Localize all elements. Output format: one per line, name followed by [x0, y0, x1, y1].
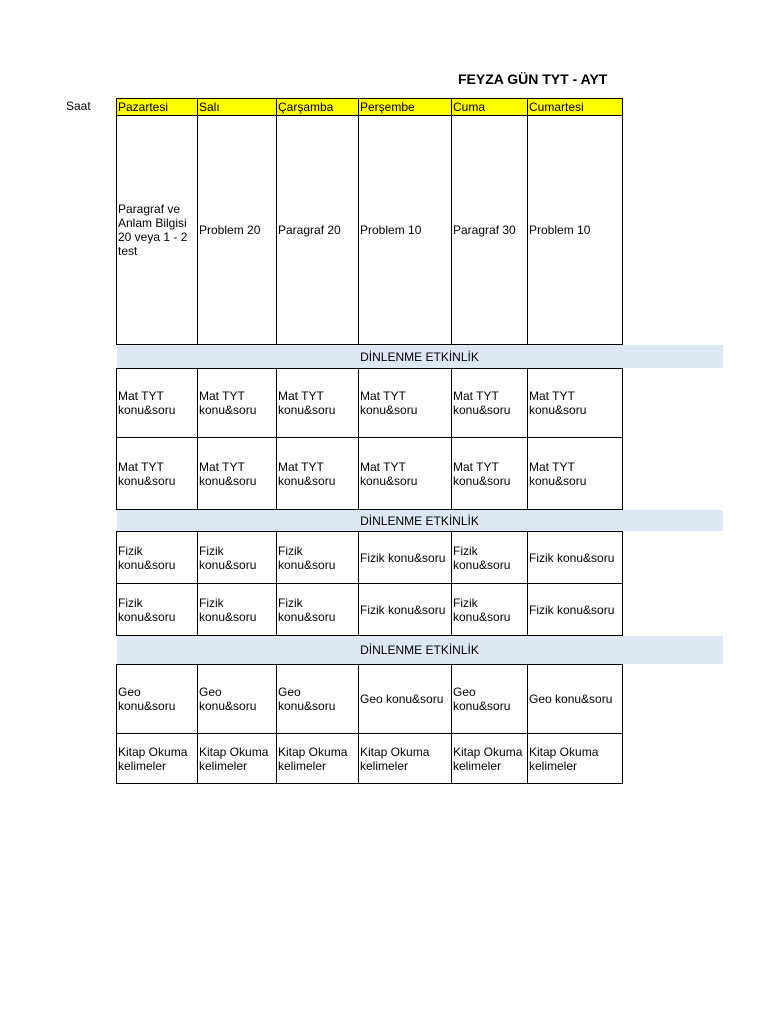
schedule-cell: Problem 20 — [198, 116, 277, 345]
saat-label: Saat — [66, 99, 91, 113]
schedule-table — [116, 98, 723, 784]
schedule-cell: Mat TYT konu&soru — [359, 369, 452, 438]
schedule-cell: Mat TYT konu&soru — [359, 438, 452, 510]
empty-cell — [623, 584, 723, 636]
table-row — [117, 532, 723, 584]
rest-label: DİNLENME ETKİNLİK — [117, 345, 723, 369]
table-row — [117, 116, 723, 345]
table-row — [117, 665, 723, 734]
schedule-cell: Fizik konu&soru — [528, 584, 623, 636]
rest-row — [117, 510, 723, 532]
day-header: Pazartesi — [117, 99, 198, 116]
empty-cell — [623, 369, 723, 438]
empty-cell — [623, 532, 723, 584]
empty-cell — [623, 734, 723, 784]
empty-cell — [623, 99, 723, 116]
schedule-cell: Fizik konu&soru — [198, 532, 277, 584]
schedule-cell: Mat TYT konu&soru — [528, 438, 623, 510]
schedule-cell: Kitap Okuma kelimeler — [528, 734, 623, 784]
schedule-cell: Fizik konu&soru — [117, 532, 198, 584]
schedule-cell: Fizik konu&soru — [277, 532, 359, 584]
schedule-cell: Kitap Okuma kelimeler — [117, 734, 198, 784]
rest-row — [117, 345, 723, 369]
table-row — [117, 369, 723, 438]
schedule-cell: Geo konu&soru — [277, 665, 359, 734]
schedule-cell: Paragraf 30 — [452, 116, 528, 345]
schedule-cell: Fizik konu&soru — [528, 532, 623, 584]
schedule-cell: Geo konu&soru — [359, 665, 452, 734]
schedule-cell: Mat TYT konu&soru — [452, 369, 528, 438]
schedule-cell: Paragraf ve Anlam Bilgisi 20 veya 1 - 2 test — [117, 116, 198, 345]
empty-cell — [623, 116, 723, 345]
rest-label: DİNLENME ETKİNLİK — [117, 510, 723, 532]
schedule-cell: Fizik konu&soru — [277, 584, 359, 636]
schedule-cell: Kitap Okuma kelimeler — [277, 734, 359, 784]
rest-row — [117, 636, 723, 665]
schedule-cell: Fizik konu&soru — [359, 584, 452, 636]
schedule-cell: Mat TYT konu&soru — [277, 438, 359, 510]
rest-label: DİNLENME ETKİNLİK — [117, 636, 723, 665]
day-header: Salı — [198, 99, 277, 116]
schedule-cell: Mat TYT konu&soru — [277, 369, 359, 438]
schedule-cell: Mat TYT konu&soru — [198, 369, 277, 438]
schedule-cell: Kitap Okuma kelimeler — [452, 734, 528, 784]
schedule-cell: Problem 10 — [528, 116, 623, 345]
schedule-cell: Geo konu&soru — [117, 665, 198, 734]
schedule-cell: Fizik konu&soru — [198, 584, 277, 636]
schedule-cell: Fizik konu&soru — [452, 584, 528, 636]
schedule-cell: Problem 10 — [359, 116, 452, 345]
day-header: Çarşamba — [277, 99, 359, 116]
schedule-cell: Mat TYT konu&soru — [452, 438, 528, 510]
schedule-cell: Fizik konu&soru — [452, 532, 528, 584]
empty-cell — [623, 438, 723, 510]
page-title: FEYZA GÜN TYT - AYT — [458, 71, 608, 87]
schedule-cell: Geo konu&soru — [198, 665, 277, 734]
empty-cell — [623, 665, 723, 734]
schedule-cell: Geo konu&soru — [528, 665, 623, 734]
schedule-cell: Kitap Okuma kelimeler — [359, 734, 452, 784]
schedule-cell: Mat TYT konu&soru — [117, 369, 198, 438]
day-header-row — [117, 99, 723, 116]
day-header: Cuma — [452, 99, 528, 116]
table-row — [117, 438, 723, 510]
day-header: Perşembe — [359, 99, 452, 116]
schedule-cell: Fizik konu&soru — [117, 584, 198, 636]
table-row — [117, 734, 723, 784]
schedule-cell: Mat TYT konu&soru — [117, 438, 198, 510]
schedule-cell: Paragraf 20 — [277, 116, 359, 345]
schedule-cell: Geo konu&soru — [452, 665, 528, 734]
table-row — [117, 584, 723, 636]
schedule-cell: Kitap Okuma kelimeler — [198, 734, 277, 784]
day-header: Cumartesi — [528, 99, 623, 116]
schedule-cell: Mat TYT konu&soru — [528, 369, 623, 438]
schedule-cell: Fizik konu&soru — [359, 532, 452, 584]
schedule-cell: Mat TYT konu&soru — [198, 438, 277, 510]
